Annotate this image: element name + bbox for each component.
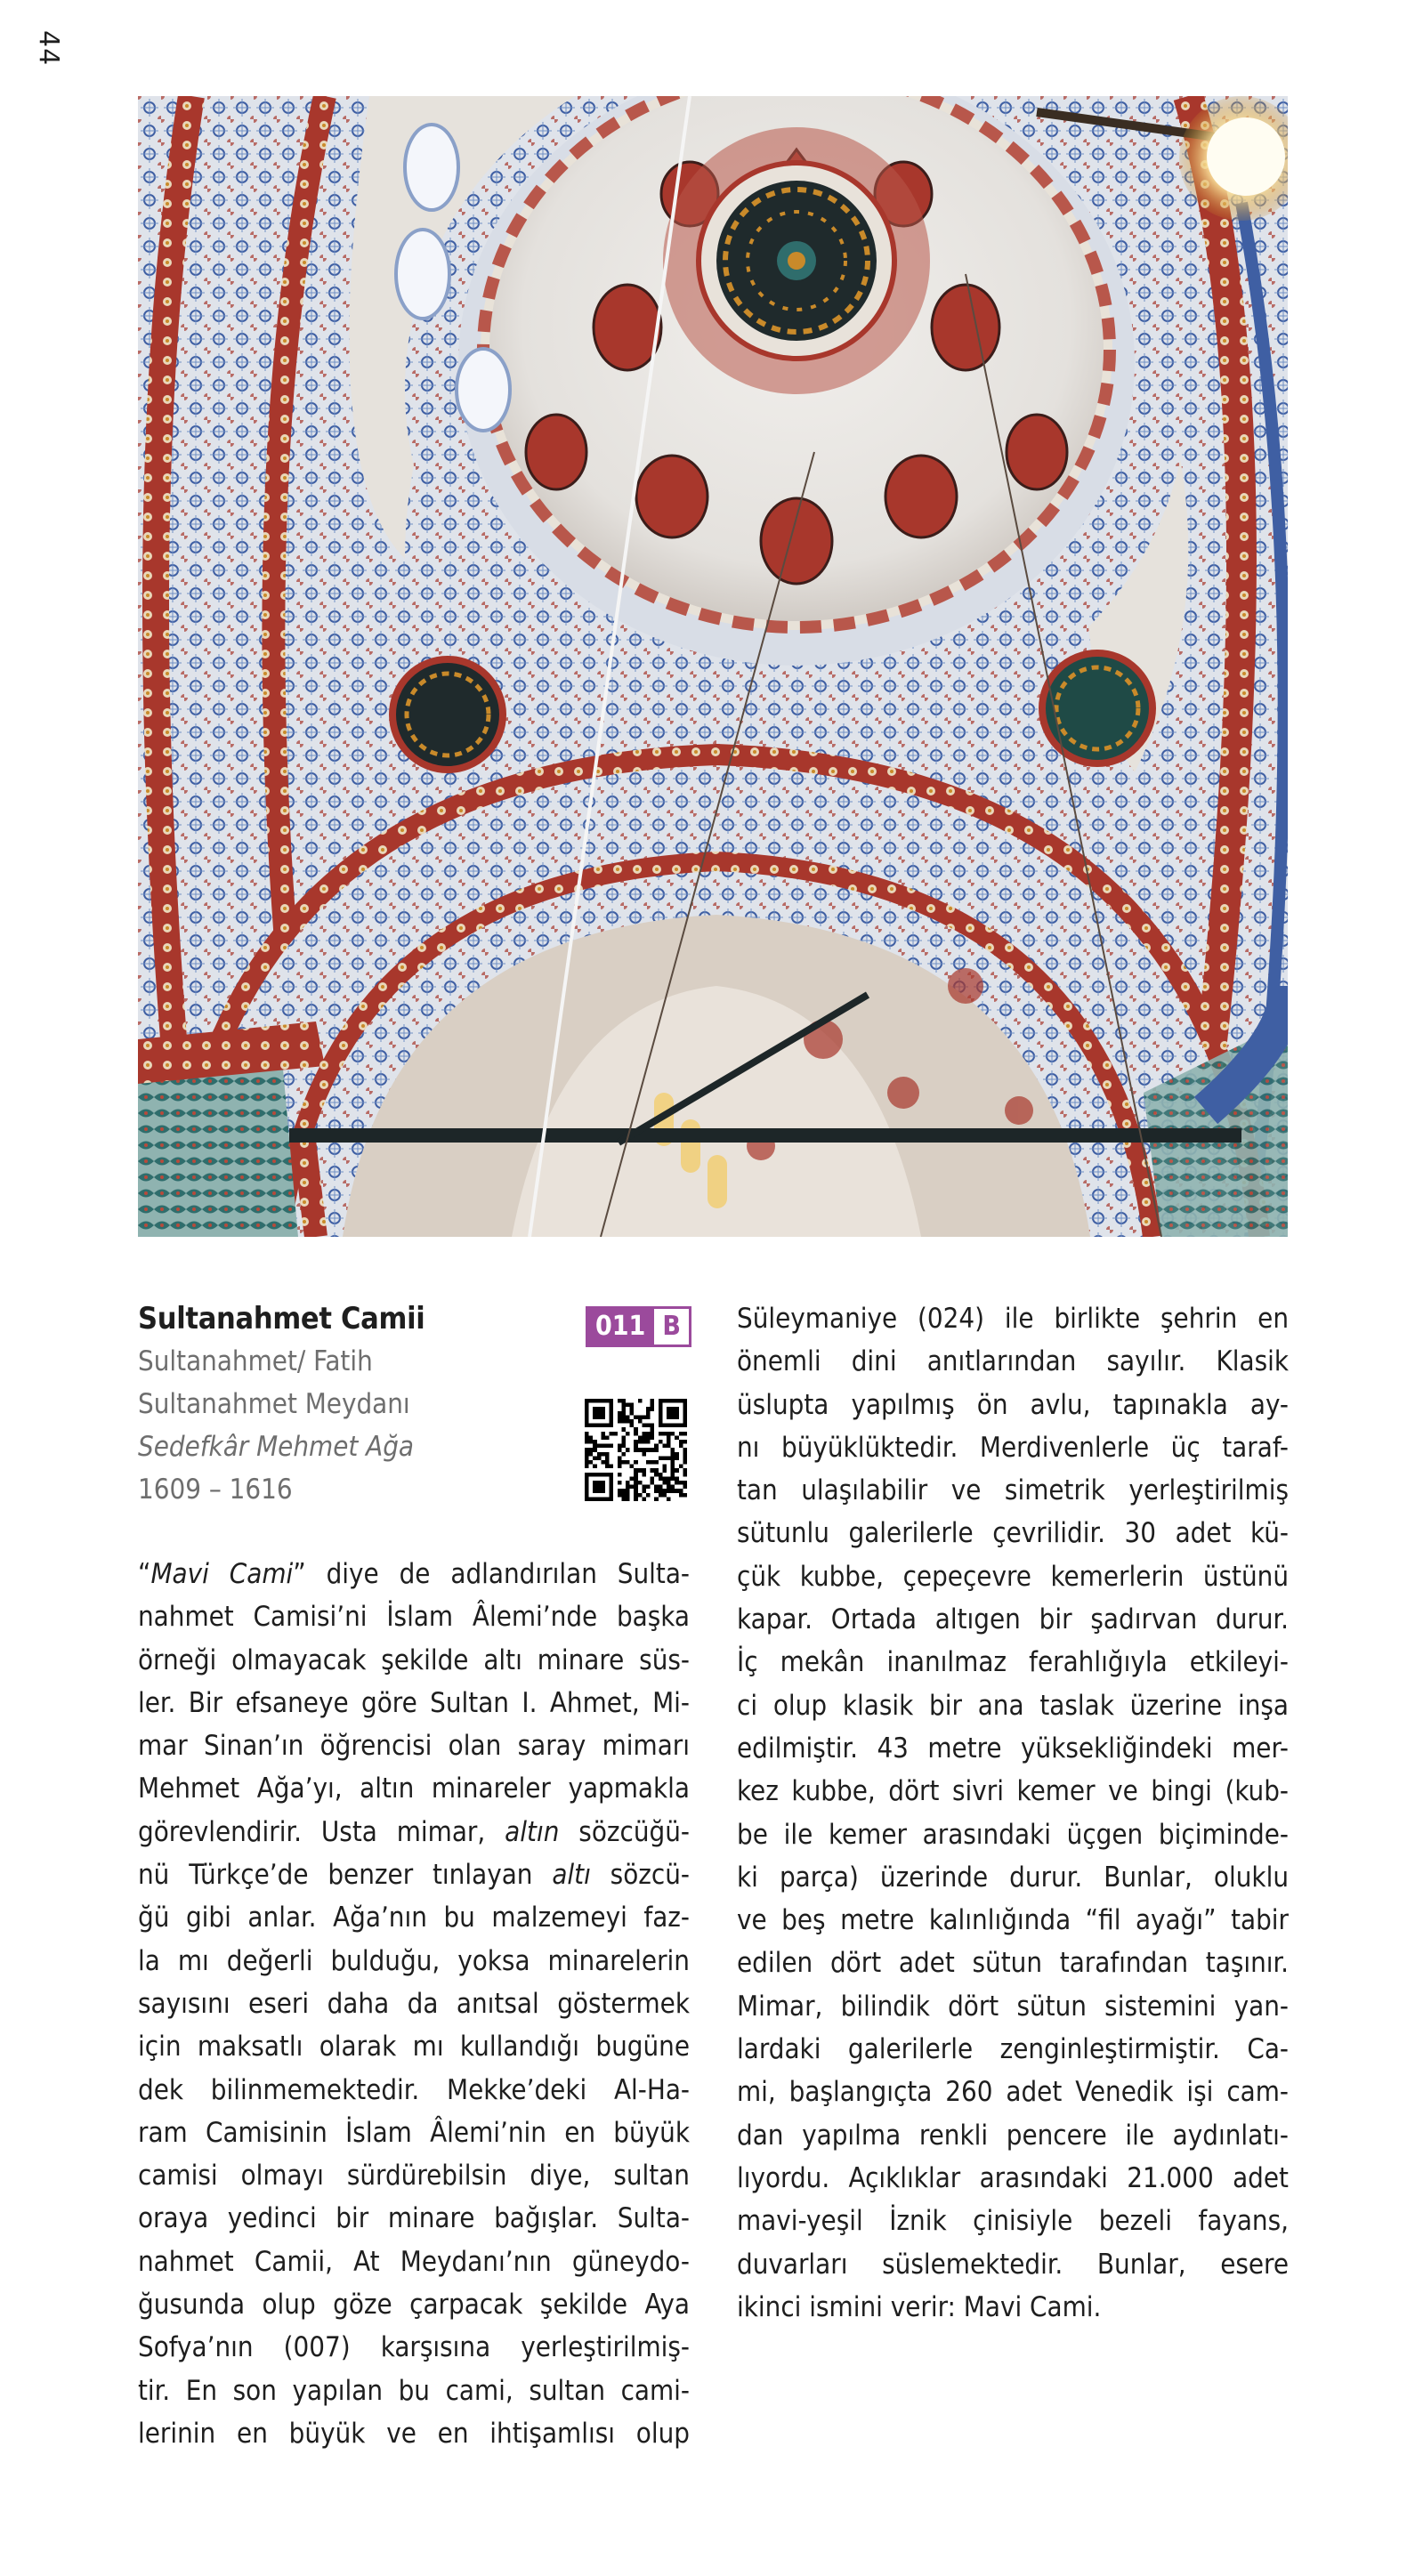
body-line: ve beş metre kalınlığında “fil ayağı” tabir <box>737 1904 1289 1937</box>
dome-illustration <box>138 96 1288 1237</box>
entry-address: Sultanahmet Meydanı <box>138 1388 410 1420</box>
entry-badge <box>586 1306 691 1347</box>
body-line: Mehmet Ağa’yı, altın minareler yapmakla <box>138 1773 690 1805</box>
body-line: sayısını eseri daha da anıtsal göstermek <box>138 1987 690 2020</box>
body-line: be ile kemer arasındaki üçgen biçiminde- <box>737 1818 1289 1851</box>
body-line: tir. En son yapılan bu cami, sultan cami- <box>138 2374 690 2407</box>
body-line: kez kubbe, dört sivri kemer ve bingi (kub- <box>737 1775 1289 1808</box>
body-line: önemli dini anıtlarından sayılır. Klasik <box>737 1345 1289 1378</box>
body-line: lerinin en büyük ve en ihtişamlısı olup <box>138 2417 690 2450</box>
body-line: ler. Bir efsaneye göre Sultan I. Ahmet, Mi- <box>138 1686 690 1719</box>
body-line: ki parça) üzerinde durur. Bunlar, oluklu <box>737 1861 1289 1894</box>
body-line: Süleymaniye (024) ile birlikte şehrin en <box>737 1303 1289 1335</box>
mosque-dome-photo <box>138 96 1288 1237</box>
body-line: oraya yedinci bir minare bağışlar. Sulta- <box>138 2202 690 2235</box>
body-column-right <box>737 1297 1289 2329</box>
qr-code[interactable] <box>585 1399 687 1501</box>
page-number: 44 <box>33 30 64 67</box>
body-line: tan ulaşılabilir ve simetrik yerleştirilmiş <box>737 1474 1289 1507</box>
entry-district: Sultanahmet/ Fatih <box>138 1345 373 1377</box>
body-line: Mimar, bilindik dört sütun sistemini yan- <box>737 1990 1289 2023</box>
body-line: nahmet Camisi’ni İslam Âlemi’nde başka <box>138 1601 690 1634</box>
body-line: lıyordu. Açıklıklar arasındaki 21.000 adet <box>737 2161 1289 2194</box>
body-line: ğü gibi anlar. Ağa’nın bu malzemeyi faz- <box>138 1902 690 1934</box>
body-line: dek bilinmemektedir. Mekke’deki Al-Ha- <box>138 2073 690 2106</box>
body-line: Sofya’nın (007) karşısına yerleştirilmiş- <box>138 2331 690 2364</box>
body-line: ğusunda olup göze çarpacak şekilde Aya <box>138 2289 690 2322</box>
body-line: mavi-yeşil İznik çinisiyle bezeli fayans, <box>737 2205 1289 2238</box>
body-line: ci olup klasik bir ana taslak üzerine inşa <box>737 1689 1289 1722</box>
badge-number: 011 <box>595 1311 646 1342</box>
body-line: görevlendirir. Usta mimar, altın sözcüğü- <box>138 1815 690 1848</box>
body-line: ikinci ismini verir: Mavi Cami. <box>737 2290 1102 2323</box>
badge-letter: B <box>654 1309 689 1345</box>
body-line: nı büyüklüktedir. Merdivenlerle üç taraf- <box>737 1431 1289 1464</box>
entry-years: 1609 – 1616 <box>138 1474 293 1506</box>
body-line: camisi olmayı sürdürebilsin diye, sultan <box>138 2160 690 2192</box>
body-line: ram Camisinin İslam Âlemi’nin en büyük <box>138 2116 690 2149</box>
body-line: İç mekân inanılmaz ferahlığıyla etkileyi- <box>737 1646 1289 1679</box>
body-line: duvarları süslemektedir. Bunlar, esere <box>737 2248 1289 2281</box>
body-line: üslupta yapılmış ön avlu, tapınakla ay- <box>737 1388 1289 1421</box>
body-line: için maksatlı olarak mı kullandığı bugüne <box>138 2031 690 2063</box>
body-line: edilmiştir. 43 metre yüksekliğindeki mer- <box>737 1732 1289 1764</box>
body-line: sütunlu galerilerle çevrilidir. 30 adet kü- <box>737 1517 1289 1550</box>
body-line: mar Sinan’ın öğrencisi olan saray mimarı <box>138 1730 690 1763</box>
dome-center-rosette <box>663 127 930 394</box>
body-line: mi, başlangıçta 260 adet Venedik işi cam- <box>737 2076 1289 2109</box>
body-column-left <box>138 1553 690 2455</box>
body-line: “Mavi Cami” diye de adlandırılan Sulta- <box>138 1558 690 1590</box>
body-line: la mı değerli bulduğu, yoksa minarelerin <box>138 1944 690 1977</box>
body-line: dan yapılma renkli pencere ile aydınlatı- <box>737 2119 1289 2152</box>
body-line: çük kubbe, çepeçevre kemerlerin üstünü <box>737 1560 1289 1593</box>
body-line: edilen dört adet sütun tarafından taşınır. <box>737 1947 1289 1980</box>
body-line: nahmet Camii, At Meydanı’nın güneydo- <box>138 2245 690 2278</box>
entry-architect: Sedefkâr Mehmet Ağa <box>138 1431 415 1463</box>
body-line: örneği olmayacak şekilde altı minare süs- <box>138 1643 690 1676</box>
body-line: kapar. Ortada altıgen bir şadırvan durur. <box>737 1603 1289 1636</box>
body-line: lardaki galerilerle zenginleştirmiştir. Ca- <box>737 2033 1289 2066</box>
body-line: nü Türkçe’de benzer tınlayan altı sözcü- <box>138 1859 690 1892</box>
entry-title: Sultanahmet Camii <box>138 1301 425 1336</box>
